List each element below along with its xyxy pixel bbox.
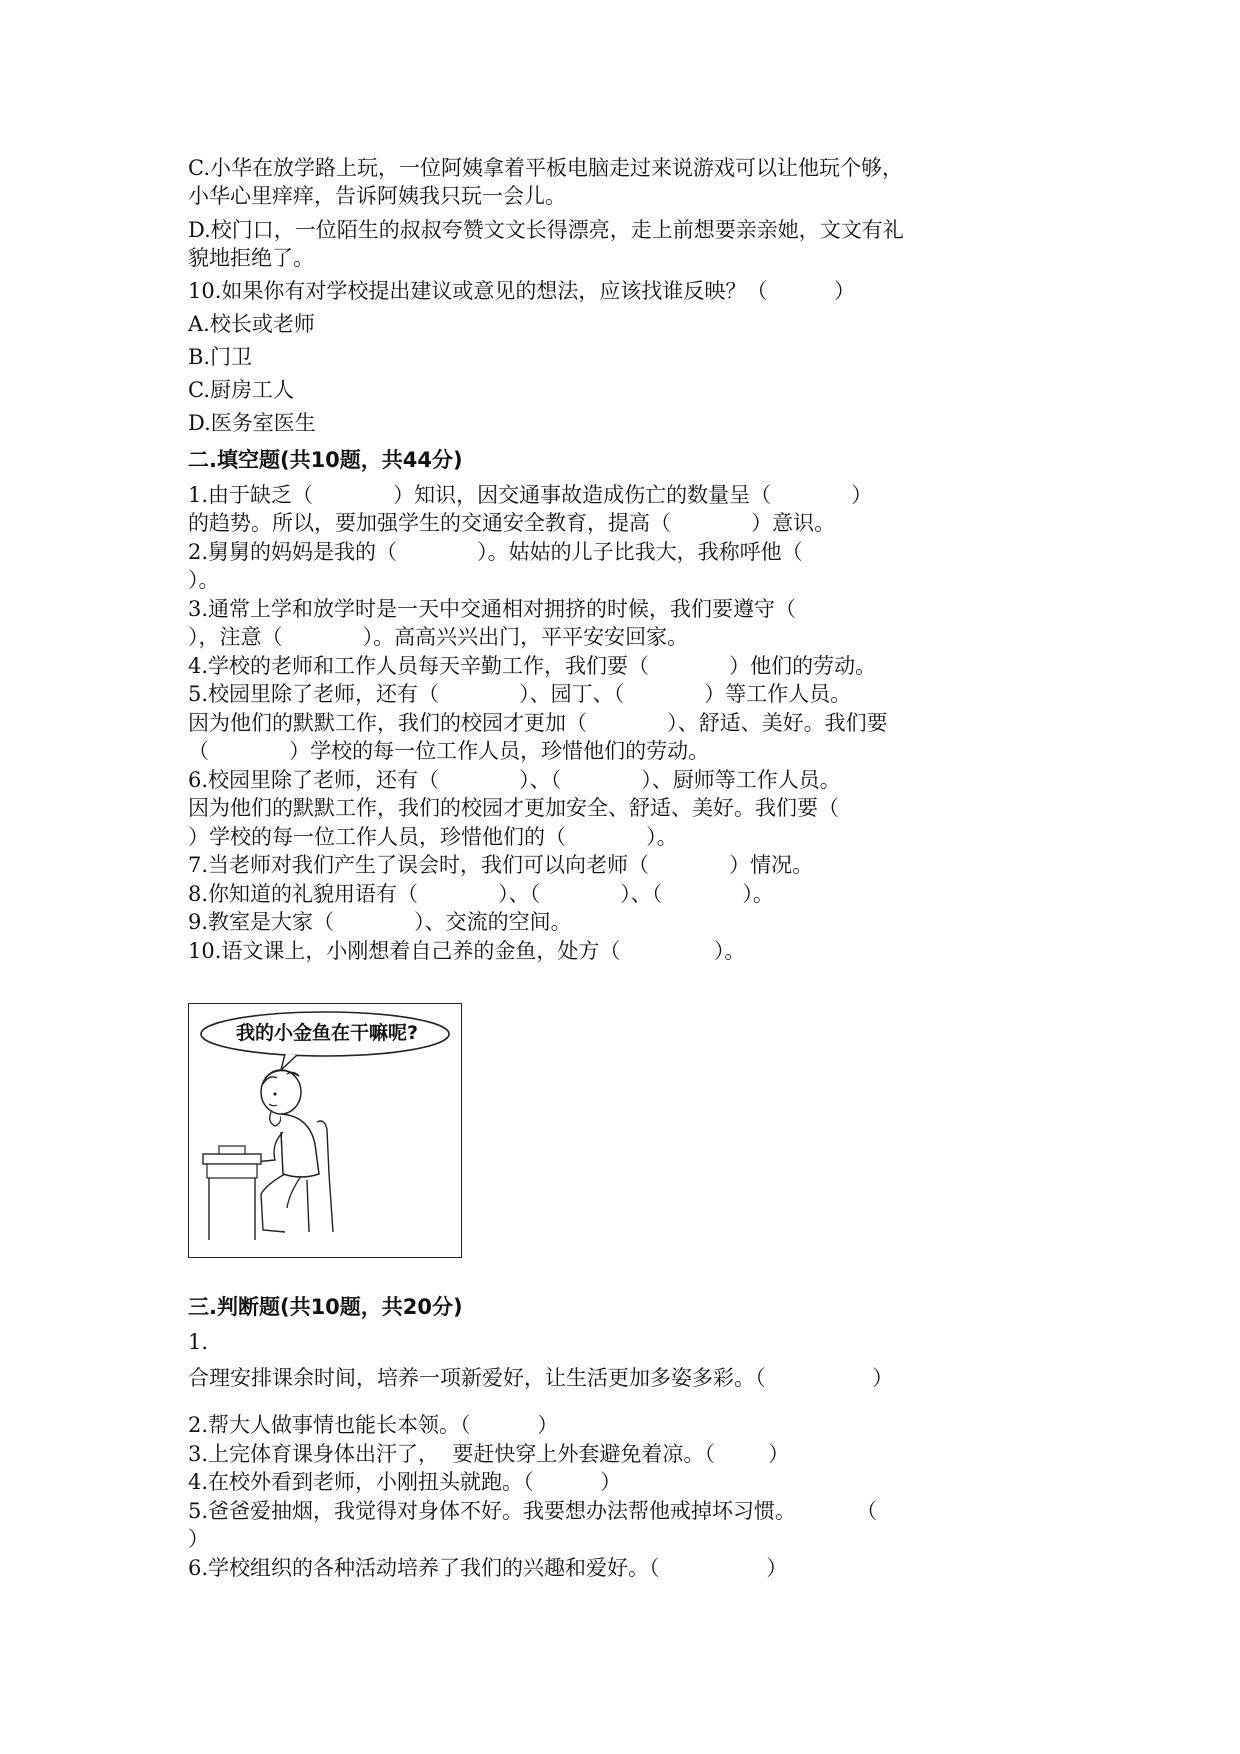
fill-blank-line: ）。 [188,568,220,592]
fill-blank-line: 5.校园里除了老师，还有（ ）、园丁、（ ）等工作人员。 [188,682,852,706]
fill-blank-line: 1.由于缺乏（ ）知识，因交通事故造成伤亡的数量呈（ ） [188,483,873,507]
fill-blank-line: 6.校园里除了老师，还有（ ）、（ ）、厨师等工作人员。 [188,768,841,792]
goldfish-illustration [188,1003,462,1258]
fill-blank-line: 7.当老师对我们产生了误会时，我们可以向老师（ ）情况。 [188,853,814,877]
speech-bubble-text: 我的小金鱼在干嘛呢? [235,1022,419,1044]
judge-q2: 2.帮大人做事情也能长本领。（ ） [188,1413,559,1437]
fill-blank-line: 的趋势。所以，要加强学生的交通安全教育，提高（ ）意识。 [188,511,836,535]
fill-blank-line: 8.你知道的礼貌用语有（ ）、（ ）、（ ）。 [188,882,774,906]
judge-q5-line1: 5.爸爸爱抽烟，我觉得对身体不好。我要想办法帮他戒掉坏习惯。 （ [188,1499,878,1523]
fill-blank-line: 因为他们的默默工作，我们的校园才更加（ ）、舒适、美好。我们要 [188,711,888,735]
question-10: 10.如果你有对学校提出建议或意见的想法，应该找谁反映？（ ） [188,279,856,303]
fill-blank-line: 10.语文课上，小刚想着自己养的金鱼，处方（ ）。 [188,939,746,963]
option-d-line1: D.校门口，一位陌生的叔叔夸赞文文长得漂亮，走上前想要亲亲她，文文有礼 [188,218,904,242]
question-10-option-c: C.厨房工人 [188,378,294,402]
fill-blank-line: 3.通常上学和放学时是一天中交通相对拥挤的时候，我们要遵守（ [188,597,797,621]
option-c-line1: C.小华在放学路上玩，一位阿姨拿着平板电脑走过来说游戏可以让他玩个够， [188,156,903,180]
section-heading-fill-blank: 二.填空题(共10题，共44分) [188,448,463,472]
option-d-line2: 貌地拒绝了。 [188,246,314,270]
judge-q6: 6.学校组织的各种活动培养了我们的兴趣和爱好。（ ） [188,1556,788,1580]
question-10-option-d: D.医务室医生 [188,411,316,435]
judge-q3: 3.上完体育课身体出汗了， 要赶快穿上外套避免着凉。（ ） [188,1442,790,1466]
fill-blank-line: ），注意（ ）。高高兴兴出门，平平安安回家。 [188,625,689,649]
fill-blank-line: ）学校的每一位工作人员，珍惜他们的（ ）。 [188,825,678,849]
fill-blank-line: （ ）学校的每一位工作人员，珍惜他们的劳动。 [188,739,710,763]
fill-blank-line: 2.舅舅的妈妈是我的（ ）。姑姑的儿子比我大，我称呼他（ [188,540,803,564]
question-10-option-b: B.门卫 [188,345,253,369]
option-c-line2: 小华心里痒痒，告诉阿姨我只玩一会儿。 [188,184,566,208]
judge-q1-number: 1. [188,1330,209,1354]
fill-blank-line: 4.学校的老师和工作人员每天辛勤工作，我们要（ ）他们的劳动。 [188,654,877,678]
question-10-option-a: A.校长或老师 [188,312,315,336]
fill-blank-line: 9.教室是大家（ ）、交流的空间。 [188,910,572,934]
judge-q5-line2: ） [188,1527,209,1551]
fill-blank-line: 因为他们的默默工作，我们的校园才更加安全、舒适、美好。我们要（ [188,796,839,820]
judge-q1-text: 合理安排课余时间，培养一项新爱好，让生活更加多姿多彩。（ ） [188,1366,894,1390]
section-heading-true-false: 三.判断题(共10题，共20分) [188,1295,463,1319]
judge-q4: 4.在校外看到老师，小刚扭头就跑。（ ） [188,1470,622,1494]
